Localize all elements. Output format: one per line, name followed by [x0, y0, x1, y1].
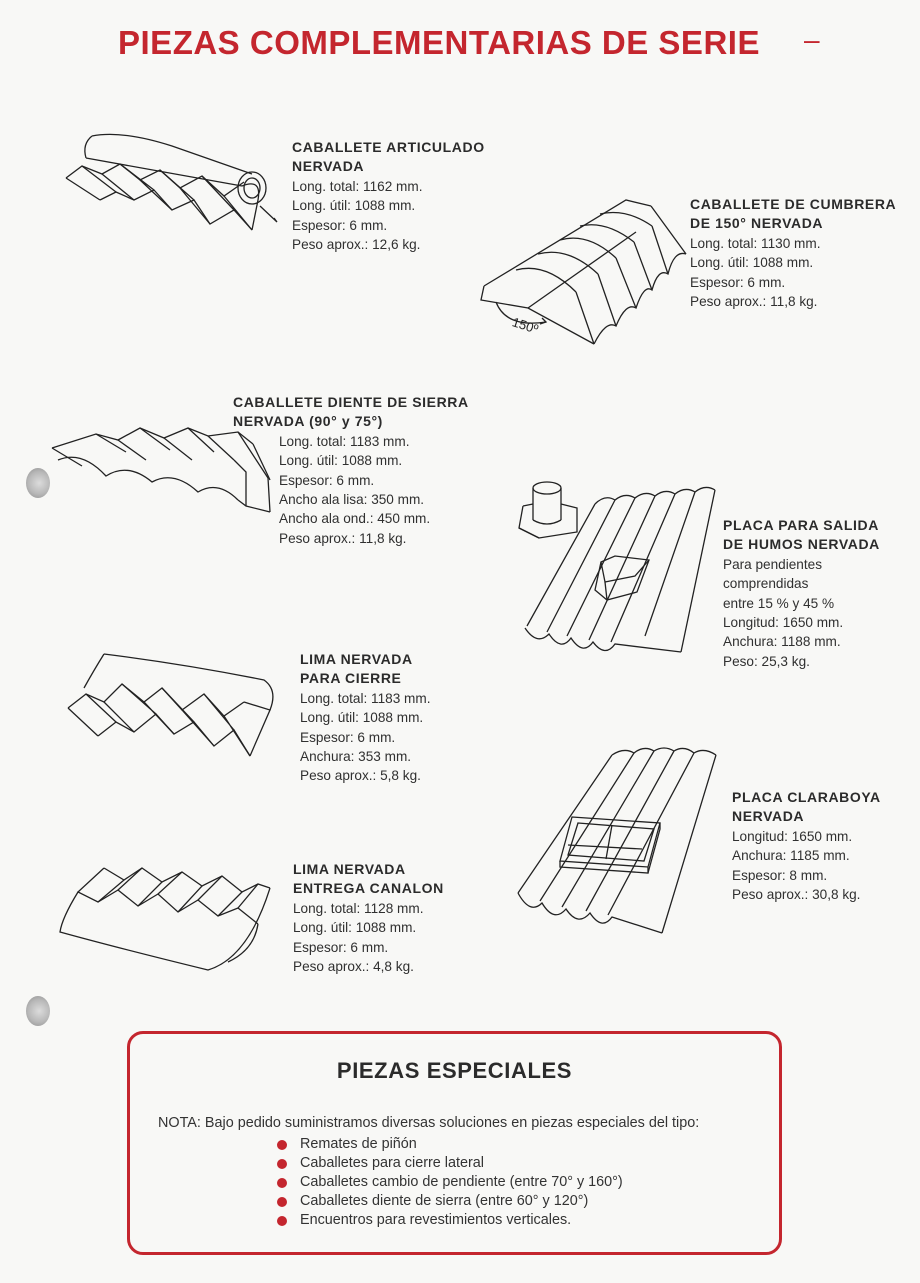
item-name: LIMA NERVADA — [293, 861, 406, 877]
list-item-label: Caballetes cambio de pendiente (entre 70° y 160°) — [300, 1174, 623, 1190]
item-lima-canalon — [293, 860, 444, 976]
item-spec: Espesor: 8 mm. — [732, 867, 828, 883]
item-spec: comprendidas — [723, 576, 809, 592]
item-spec: entre 15 % y 45 % — [723, 595, 835, 611]
item-spec: Long. total: 1183 mm. — [300, 690, 431, 706]
list-item — [273, 1192, 623, 1211]
item-spec: Espesor: 6 mm. — [293, 939, 389, 955]
item-name: PARA CIERRE — [300, 670, 402, 687]
item-name: NERVADA — [732, 808, 805, 825]
item-spec: Anchura: 1188 mm. — [723, 634, 841, 650]
item-caballete-articulado — [292, 138, 485, 254]
special-pieces-note: NOTA: Bajo pedido suministramos diversas soluciones en piezas especiales del tipo: — [158, 1115, 700, 1131]
lima-cierre-drawing — [64, 650, 282, 765]
bullet-icon — [277, 1197, 287, 1207]
item-name: CABALLETE DE CUMBRERA — [690, 196, 897, 212]
item-spec: Para pendientes — [723, 556, 823, 572]
item-spec: Anchura: 353 mm. — [300, 749, 412, 765]
list-item — [273, 1173, 623, 1192]
list-item-label: Caballetes para cierre lateral — [300, 1155, 484, 1171]
item-spec: Peso aprox.: 30,8 kg. — [732, 887, 861, 903]
page-title: PIEZAS COMPLEMENTARIAS DE SERIE — [118, 24, 760, 61]
bullet-icon — [277, 1159, 287, 1169]
list-item — [273, 1154, 623, 1173]
item-name: CABALLETE ARTICULADO — [292, 139, 485, 155]
item-name: DE 150° NERVADA — [690, 215, 824, 232]
item-name: CABALLETE DIENTE DE SIERRA — [233, 394, 469, 410]
item-caballete-diente-sierra — [233, 393, 469, 548]
item-placa-salida-humos — [723, 516, 880, 671]
bullet-icon — [277, 1216, 287, 1226]
item-name: NERVADA — [292, 158, 365, 175]
item-spec: Anchura: 1185 mm. — [732, 848, 850, 864]
item-spec: Longitud: 1650 mm. — [723, 615, 844, 631]
item-name: PLACA PARA SALIDA — [723, 517, 879, 533]
item-spec: Espesor: 6 mm. — [292, 217, 388, 233]
item-name: ENTREGA CANALON — [293, 880, 444, 897]
item-spec: Long. útil: 1088 mm. — [300, 710, 424, 726]
list-item-label: Remates de piñón — [300, 1136, 417, 1152]
special-pieces-title: PIEZAS ESPECIALES — [336, 1058, 573, 1083]
item-spec: Long. útil: 1088 mm. — [279, 453, 403, 469]
item-spec: Peso aprox.: 11,8 kg. — [279, 530, 407, 546]
item-placa-claraboya — [732, 788, 881, 904]
list-item-label: Caballetes diente de sierra (entre 60° y 120°) — [300, 1193, 589, 1209]
binder-hole-bottom — [26, 996, 50, 1026]
caballete-articulado-drawing — [62, 126, 287, 251]
item-spec: Espesor: 6 mm. — [690, 274, 786, 290]
bullet-icon — [277, 1140, 287, 1150]
bullet-icon — [277, 1178, 287, 1188]
item-spec: Long. útil: 1088 mm. — [293, 920, 417, 936]
item-spec: Long. total: 1128 mm. — [293, 900, 424, 916]
list-item-label: Encuentros para revestimientos verticales. — [300, 1212, 572, 1228]
item-spec: Ancho ala lisa: 350 mm. — [279, 492, 425, 508]
special-pieces-list — [273, 1135, 623, 1230]
item-spec: Peso aprox.: 12,6 kg. — [292, 237, 421, 253]
item-spec: Long. total: 1183 mm. — [279, 433, 410, 449]
item-name: NERVADA (90° y 75°) — [233, 413, 383, 430]
item-spec: Peso aprox.: 4,8 kg. — [293, 959, 414, 975]
placa-salida-humos-drawing — [515, 476, 720, 656]
lima-canalon-drawing — [58, 862, 276, 974]
item-spec: Espesor: 6 mm. — [300, 729, 396, 745]
item-name: DE HUMOS NERVADA — [723, 536, 880, 553]
list-item — [273, 1135, 623, 1154]
title-dash: – — [804, 24, 820, 55]
item-spec: Peso aprox.: 11,8 kg. — [690, 294, 818, 310]
item-spec: Ancho ala ond.: 450 mm. — [279, 511, 431, 527]
item-spec: Long. útil: 1088 mm. — [690, 255, 814, 271]
caballete-cumbrera-drawing — [476, 192, 691, 352]
special-pieces-box — [127, 1031, 782, 1255]
list-item — [273, 1211, 623, 1230]
item-spec: Espesor: 6 mm. — [279, 472, 375, 488]
placa-claraboya-drawing — [512, 745, 722, 940]
item-spec: Longitud: 1650 mm. — [732, 828, 853, 844]
item-spec: Long. útil: 1088 mm. — [292, 198, 416, 214]
angle-label: 150º — [510, 314, 541, 337]
item-lima-cierre — [300, 650, 430, 786]
item-spec: Long. total: 1162 mm. — [292, 178, 423, 194]
item-name: PLACA CLARABOYA — [732, 789, 881, 805]
item-name: LIMA NERVADA — [300, 651, 413, 667]
item-caballete-cumbrera — [690, 195, 896, 311]
item-spec: Long. total: 1130 mm. — [690, 235, 821, 251]
item-spec: Peso: 25,3 kg. — [723, 653, 810, 669]
binder-hole-top — [26, 468, 50, 498]
item-spec: Peso aprox.: 5,8 kg. — [300, 768, 421, 784]
